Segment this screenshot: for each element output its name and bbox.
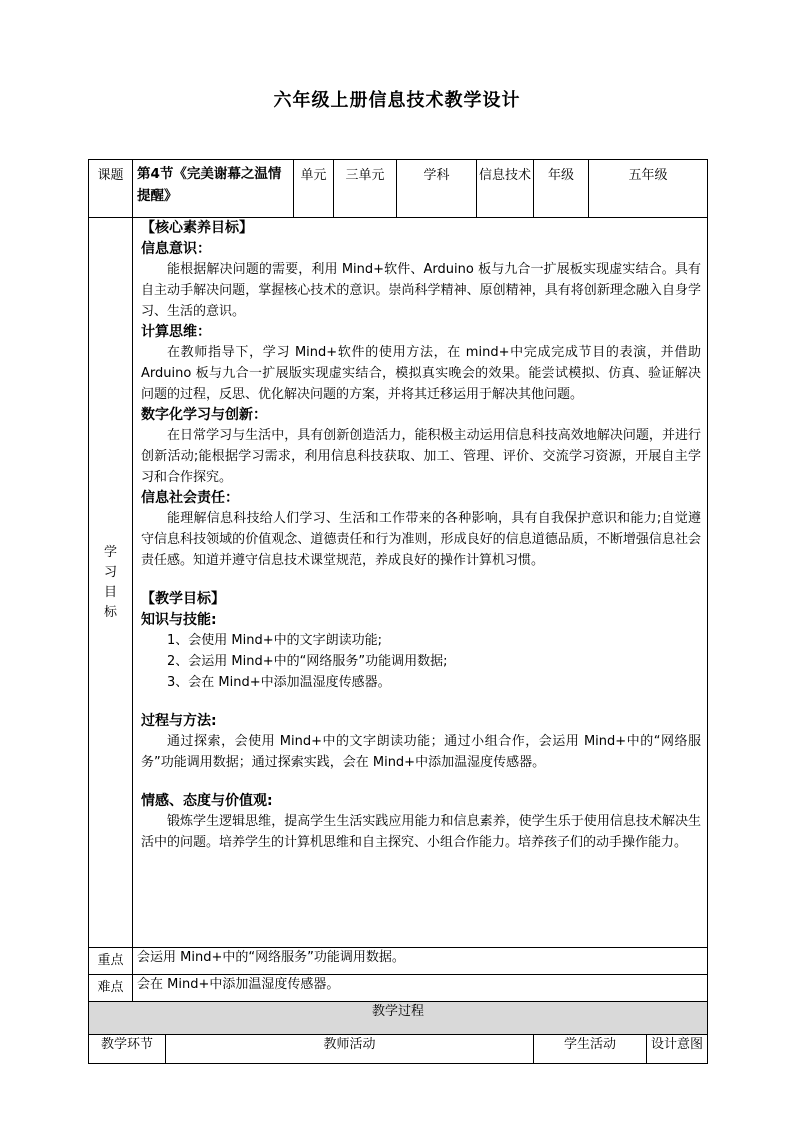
- unit-value: 三单元: [334, 160, 397, 218]
- knowledge-item-1: 1、会使用 Mind+中的文字朗读功能;: [167, 633, 382, 648]
- core-text-4: 能理解信息科技给人们学习、生活和工作带来的各种影响，具有自我保护意识和能力;自觉遵守信息科技领域的价值观念、道德责任和行为准则，形成良好的信息道德品质，不断增强信息社会责任感。知道并遵守信息技术课堂规范，养成良好的操作计算机习惯。: [141, 511, 702, 568]
- grade-label: 年级: [534, 160, 589, 218]
- core-text-2: 在教师指导下，学习 Mind+软件的使用方法，在 mind+中完成完成节目的表演，并借助 Arduino 板与九合一扩展版实现虚实结合，模拟真实晚会的效果。能尝试模拟、仿真、验证解决问题的过程，反思、优化解决问题的方案，并将其迁移运用于解决其他问题。: [141, 345, 702, 402]
- header-row: [89, 160, 708, 218]
- subject-value: 信息技术: [477, 160, 534, 218]
- process-heading: 教学过程: [89, 1002, 708, 1035]
- col-stage: 教学环节: [89, 1035, 166, 1064]
- key-point-row: [89, 948, 708, 975]
- core-title-4: 信息社会责任：: [141, 490, 239, 506]
- unit-label: 单元: [294, 160, 334, 218]
- knowledge-item-3: 3、会在 Mind+中添加温湿度传感器。: [167, 675, 391, 690]
- process-text: 通过探索，会使用 Mind+中的文字朗读功能；通过小组合作，会运用 Mind+中的“网络服务”功能调用数据；通过探索实践，会在 Mind+中添加温湿度传感器。: [141, 734, 702, 770]
- subject-label: 学科: [397, 160, 477, 218]
- lesson-plan-table: [88, 159, 708, 1064]
- teach-heading: 【教学目标】: [141, 591, 225, 607]
- difficulty-row: [89, 975, 708, 1002]
- core-title-1: 信息意识：: [141, 241, 211, 257]
- core-text-3: 在日常学习与生活中，具有创新创造活力，能积极主动运用信息科技高效地解决问题，并进行创新活动;能根据学习需求，利用信息科技获取、加工、管理、评价、交流学习资源，开展自主学习和合作探究。: [141, 428, 702, 485]
- core-title-3: 数字化学习与创新：: [141, 407, 267, 423]
- core-text-1: 能根据解决问题的需要，利用 Mind+软件、Arduino 板与九合一扩展板实现虚实结合。具有自主动手解决问题，掌握核心技术的意识。崇尚科学精神、原创精神，具有将创新理念融入自身学习、生活的意识。: [141, 262, 702, 319]
- goals-label: 学习目标: [89, 218, 133, 948]
- process-columns-row: [89, 1035, 708, 1064]
- emotion-title: 情感、态度与价值观:: [141, 793, 273, 809]
- key-point-text: 会运用 Mind+中的“网络服务”功能调用数据。: [133, 948, 708, 975]
- goals-row: [89, 218, 708, 948]
- col-teacher: 教师活动: [166, 1035, 534, 1064]
- lesson-value: 第4节《完美谢幕之温情提醒》: [133, 160, 294, 218]
- core-title-2: 计算思维：: [141, 324, 211, 340]
- goals-content: [133, 218, 708, 948]
- grade-value: 五年级: [589, 160, 708, 218]
- emotion-text: 锻炼学生逻辑思维，提高学生生活实践应用能力和信息素养，使学生乐于使用信息技术解决生活中的问题。培养学生的计算机思维和自主探究、小组合作能力。培养孩子们的动手操作能力。: [141, 814, 702, 850]
- col-intent: 设计意图: [647, 1035, 708, 1064]
- key-point-label: 重点: [89, 948, 133, 975]
- process-title: 过程与方法:: [141, 713, 217, 729]
- difficulty-label: 难点: [89, 975, 133, 1002]
- knowledge-item-2: 2、会运用 Mind+中的“网络服务”功能调用数据;: [167, 654, 448, 669]
- lesson-label: 课题: [89, 160, 133, 218]
- knowledge-title: 知识与技能:: [141, 612, 217, 628]
- process-heading-row: [89, 1002, 708, 1035]
- document-title: 六年级上册信息技术教学设计: [273, 90, 521, 111]
- core-heading: 【核心素养目标】: [141, 220, 253, 236]
- difficulty-text: 会在 Mind+中添加温湿度传感器。: [133, 975, 708, 1002]
- col-student: 学生活动: [534, 1035, 647, 1064]
